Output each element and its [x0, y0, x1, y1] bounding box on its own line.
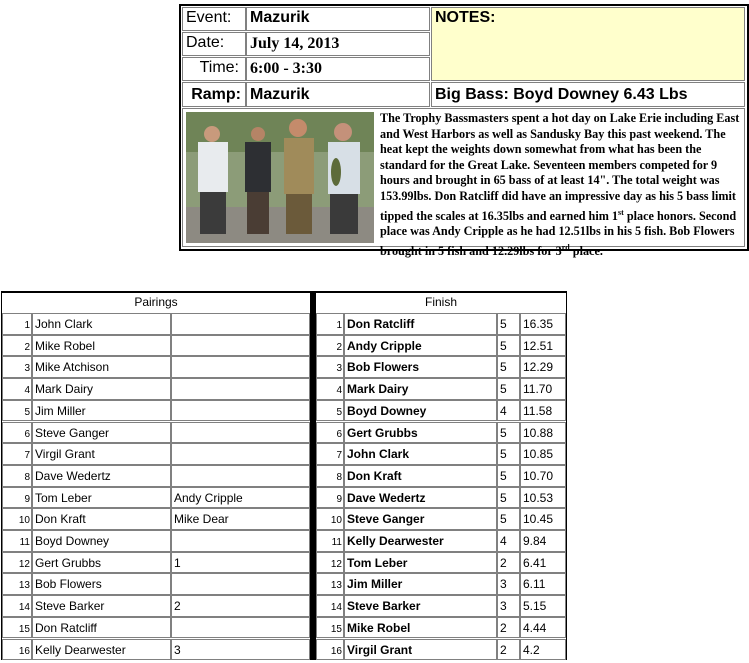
- pairing-name: John Clark: [32, 313, 171, 335]
- finish-fish-count: 2: [497, 552, 520, 574]
- event-value: Mazurik: [246, 7, 430, 31]
- finish-place: 2: [316, 335, 344, 357]
- pairing-partner: [171, 400, 310, 422]
- pairing-name: Virgil Grant: [32, 443, 171, 465]
- pairing-partner: [171, 335, 310, 357]
- table-row: [2, 595, 566, 617]
- time-value: 6:00 - 3:30: [246, 57, 430, 81]
- finish-weight: 6.41: [520, 552, 566, 574]
- pairing-partner: 3: [171, 639, 310, 661]
- finish-name: Bob Flowers: [344, 356, 497, 378]
- finish-place: 5: [316, 400, 344, 422]
- pairing-number: 10: [2, 508, 32, 530]
- pairing-number: 5: [2, 400, 32, 422]
- pairing-number: 11: [2, 530, 32, 552]
- story-text-2: place honors. Second place was Andy Cripple as he had 12.51lbs in his 5 fish. Bob Flowers brought in 5 fish and 12.29lbs for 3: [380, 208, 737, 258]
- pairing-name: Gert Grubbs: [32, 552, 171, 574]
- finish-name: Jim Miller: [344, 573, 497, 595]
- finish-place: 4: [316, 378, 344, 400]
- finish-name: Tom Leber: [344, 552, 497, 574]
- table-row: [2, 356, 566, 378]
- table-row: [2, 378, 566, 400]
- finish-weight: 12.51: [520, 335, 566, 357]
- finish-weight: 11.70: [520, 378, 566, 400]
- finish-fish-count: 2: [497, 617, 520, 639]
- pairing-partner: [171, 356, 310, 378]
- finish-name: Virgil Grant: [344, 639, 497, 661]
- pairing-number: 9: [2, 487, 32, 509]
- table-row: [2, 422, 566, 444]
- finish-fish-count: 4: [497, 400, 520, 422]
- finish-name: Mark Dairy: [344, 378, 497, 400]
- pairing-name: Steve Ganger: [32, 422, 171, 444]
- pairing-name: Bob Flowers: [32, 573, 171, 595]
- finish-fish-count: 5: [497, 378, 520, 400]
- pairing-name: Kelly Dearwester: [32, 639, 171, 661]
- table-row: [2, 443, 566, 465]
- table-row: [2, 313, 566, 335]
- finish-fish-count: 5: [497, 422, 520, 444]
- finish-place: 11: [316, 530, 344, 552]
- pairing-number: 6: [2, 422, 32, 444]
- event-label: Event:: [182, 7, 246, 31]
- finish-fish-count: 3: [497, 595, 520, 617]
- results-table: [1, 291, 567, 660]
- pairing-number: 7: [2, 443, 32, 465]
- finish-weight: 10.70: [520, 465, 566, 487]
- pairing-number: 4: [2, 378, 32, 400]
- table-row: [2, 400, 566, 422]
- finish-fish-count: 5: [497, 465, 520, 487]
- finish-name: Don Ratcliff: [344, 313, 497, 335]
- notes-box: NOTES:: [431, 7, 745, 81]
- pairing-name: Mark Dairy: [32, 378, 171, 400]
- finish-name: Dave Wedertz: [344, 487, 497, 509]
- finish-fish-count: 3: [497, 573, 520, 595]
- pairing-name: Mike Atchison: [32, 356, 171, 378]
- pairing-number: 8: [2, 465, 32, 487]
- story-box: [182, 108, 745, 258]
- pairing-partner: [171, 443, 310, 465]
- finish-name: Gert Grubbs: [344, 422, 497, 444]
- finish-weight: 5.15: [520, 595, 566, 617]
- finish-place: 15: [316, 617, 344, 639]
- pairing-name: Jim Miller: [32, 400, 171, 422]
- table-row: [2, 639, 566, 661]
- pairing-number: 13: [2, 573, 32, 595]
- date-label: Date:: [182, 32, 246, 56]
- story-sup-2: rd: [561, 242, 570, 252]
- pairing-partner: Andy Cripple: [171, 487, 310, 509]
- finish-fish-count: 5: [497, 487, 520, 509]
- finish-name: Steve Barker: [344, 595, 497, 617]
- finish-weight: 9.84: [520, 530, 566, 552]
- finish-weight: 4.2: [520, 639, 566, 661]
- finish-place: 3: [316, 356, 344, 378]
- finish-weight: 10.85: [520, 443, 566, 465]
- pairing-name: Mike Robel: [32, 335, 171, 357]
- pairing-name: Steve Barker: [32, 595, 171, 617]
- finish-weight: 4.44: [520, 617, 566, 639]
- finish-fish-count: 5: [497, 508, 520, 530]
- date-value: July 14, 2013: [246, 32, 430, 56]
- pairing-partner: [171, 313, 310, 335]
- finish-weight: 11.58: [520, 400, 566, 422]
- finish-weight: 10.45: [520, 508, 566, 530]
- table-row: [2, 617, 566, 639]
- finish-fish-count: 4: [497, 530, 520, 552]
- finish-weight: 10.53: [520, 487, 566, 509]
- table-row: [2, 530, 566, 552]
- finish-name: Mike Robel: [344, 617, 497, 639]
- finish-place: 10: [316, 508, 344, 530]
- pairing-partner: 1: [171, 552, 310, 574]
- pairing-partner: [171, 378, 310, 400]
- finish-weight: 16.35: [520, 313, 566, 335]
- pairing-name: Tom Leber: [32, 487, 171, 509]
- finish-place: 1: [316, 313, 344, 335]
- finish-name: Steve Ganger: [344, 508, 497, 530]
- pairing-partner: [171, 530, 310, 552]
- story-text-3: place.: [569, 243, 603, 258]
- ramp-label: Ramp:: [182, 82, 246, 107]
- event-info-table: [179, 4, 749, 258]
- finish-fish-count: 5: [497, 356, 520, 378]
- finish-place: 8: [316, 465, 344, 487]
- pairing-partner: [171, 465, 310, 487]
- table-row: [2, 552, 566, 574]
- pairing-name: Dave Wedertz: [32, 465, 171, 487]
- pairing-number: 3: [2, 356, 32, 378]
- finish-name: John Clark: [344, 443, 497, 465]
- finish-name: Don Kraft: [344, 465, 497, 487]
- finish-place: 14: [316, 595, 344, 617]
- finish-fish-count: 2: [497, 639, 520, 661]
- pairing-number: 2: [2, 335, 32, 357]
- pairing-name: Boyd Downey: [32, 530, 171, 552]
- finish-place: 13: [316, 573, 344, 595]
- pairing-partner: [171, 573, 310, 595]
- pairing-number: 12: [2, 552, 32, 574]
- pairing-partner: [171, 617, 310, 639]
- finish-place: 6: [316, 422, 344, 444]
- finish-weight: 12.29: [520, 356, 566, 378]
- pairing-number: 14: [2, 595, 32, 617]
- table-row: [2, 487, 566, 509]
- pairing-partner: [171, 422, 310, 444]
- finish-name: Boyd Downey: [344, 400, 497, 422]
- pairing-number: 16: [2, 639, 32, 661]
- finish-fish-count: 5: [497, 335, 520, 357]
- finish-place: 16: [316, 639, 344, 661]
- pairing-name: Don Ratcliff: [32, 617, 171, 639]
- pairing-number: 15: [2, 617, 32, 639]
- pairing-partner: 2: [171, 595, 310, 617]
- finish-place: 7: [316, 443, 344, 465]
- time-label: Time:: [182, 57, 246, 81]
- anglers-photo: [186, 112, 374, 243]
- pairing-partner: Mike Dear: [171, 508, 310, 530]
- story-text-1: The Trophy Bassmasters spent a hot day on Lake Erie including East and West Harbors as well as Sandusky Bay this past weekend. The heat kept the weights down somewhat from what has been the standard for the Great Lake. Seventeen members competed for 9 hours and brought in 65 bass of at least 14". The total weight was 153.99lbs. Don Ratcliff did have an impressive day as his 5 bass limit tipped the scales at 16.35lbs and earned him 1: [380, 111, 740, 223]
- table-row: [2, 573, 566, 595]
- pairing-name: Don Kraft: [32, 508, 171, 530]
- finish-weight: 6.11: [520, 573, 566, 595]
- finish-place: 9: [316, 487, 344, 509]
- table-row: [2, 335, 566, 357]
- ramp-value: Mazurik: [246, 82, 430, 107]
- finish-weight: 10.88: [520, 422, 566, 444]
- finish-header: Finish: [424, 295, 457, 309]
- pairings-header: Pairings: [134, 295, 178, 309]
- finish-name: Kelly Dearwester: [344, 530, 497, 552]
- story-sup-1: st: [618, 207, 624, 217]
- finish-name: Andy Cripple: [344, 335, 497, 357]
- pairing-number: 1: [2, 313, 32, 335]
- table-row: [2, 465, 566, 487]
- table-row: [2, 508, 566, 530]
- finish-fish-count: 5: [497, 313, 520, 335]
- finish-place: 12: [316, 552, 344, 574]
- big-bass: Big Bass: Boyd Downey 6.43 Lbs: [431, 82, 745, 107]
- finish-fish-count: 5: [497, 443, 520, 465]
